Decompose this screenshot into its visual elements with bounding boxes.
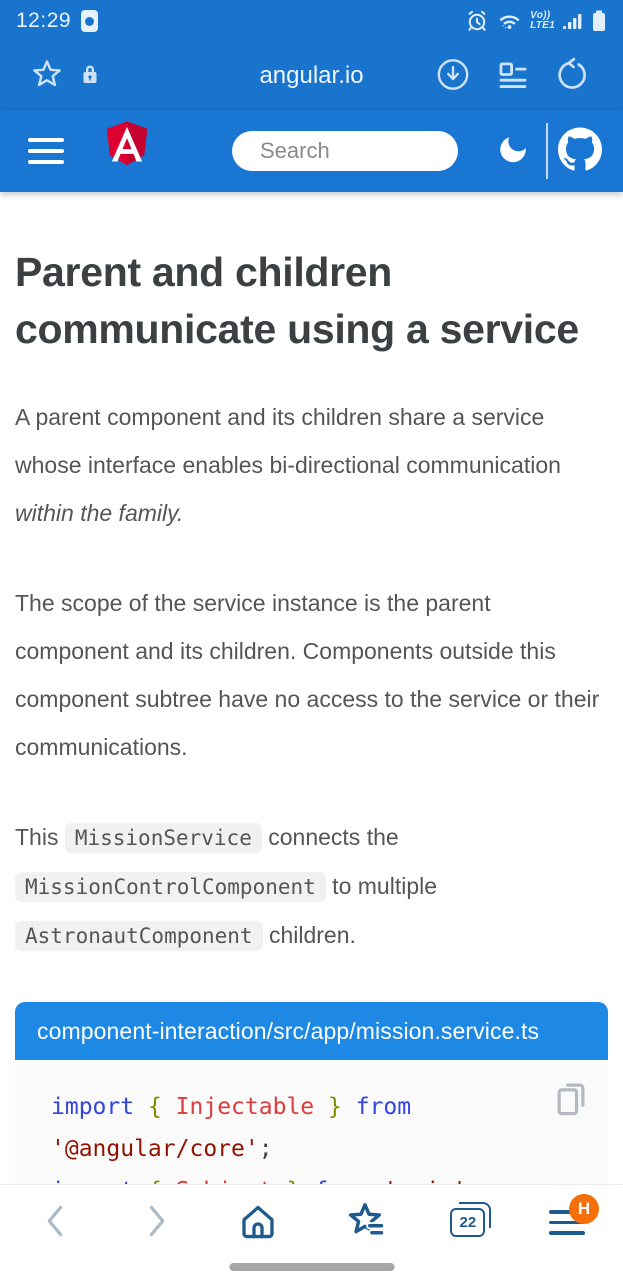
status-bar xyxy=(0,0,623,42)
nav-tabs-icon[interactable] xyxy=(450,1208,485,1237)
signal-strength-icon xyxy=(562,10,584,32)
wifi-icon xyxy=(496,9,523,33)
status-bar-right xyxy=(465,9,607,33)
nav-bookmarks-icon[interactable] xyxy=(343,1199,387,1246)
nav-home-icon[interactable] xyxy=(237,1200,279,1245)
reader-list-icon[interactable] xyxy=(496,58,530,95)
network-type-label: Vo)) LTE1 xyxy=(530,10,555,31)
download-icon[interactable] xyxy=(436,58,470,95)
status-bar-left xyxy=(16,9,98,33)
refresh-icon[interactable] xyxy=(556,58,590,95)
site-header xyxy=(0,110,623,192)
browser-toolbar xyxy=(0,42,623,110)
profile-badge: H xyxy=(569,1194,599,1224)
intro-paragraph: A parent component and its children share a service whose interface enables bi-directional communication within the family. xyxy=(15,404,561,527)
nav-forward-icon[interactable] xyxy=(138,1201,174,1244)
inline-code: AstronautComponent xyxy=(15,921,263,951)
browser-bottom-nav xyxy=(0,1184,623,1280)
battery-icon xyxy=(591,9,607,33)
github-icon[interactable] xyxy=(558,128,602,175)
hamburger-menu-icon[interactable] xyxy=(28,138,64,164)
nav-more-menu-icon[interactable] xyxy=(549,1199,591,1235)
clock-time: 12:29 xyxy=(16,9,72,32)
scope-paragraph: The scope of the service instance is the parent component and its children. Components outside this component subtree have no access to the service or their communications. xyxy=(15,590,600,761)
angular-logo[interactable] xyxy=(100,119,154,184)
page-title: Parent and children communicate using a service xyxy=(15,249,579,352)
code-example-filename: component-interaction/src/app/mission.service.ts xyxy=(15,1002,608,1060)
dark-mode-moon-icon[interactable] xyxy=(496,133,530,170)
copy-code-button[interactable] xyxy=(548,1072,594,1125)
mission-service-paragraph: This MissionService connects the MissionControlComponent to multiple AstronautComponent children. xyxy=(15,813,608,960)
search-input[interactable] xyxy=(232,131,458,171)
notification-icon xyxy=(81,10,98,32)
alarm-icon xyxy=(465,9,489,33)
inline-code: MissionControlComponent xyxy=(15,872,326,902)
url-bar[interactable]: angular.io xyxy=(259,62,364,89)
code-line: import { Injectable } from '@angular/core'; xyxy=(51,1094,412,1163)
inline-code: MissionService xyxy=(65,823,262,853)
page-content xyxy=(0,244,623,1280)
header-divider xyxy=(546,123,548,179)
nav-back-icon[interactable] xyxy=(38,1201,74,1244)
tab-count: 22 xyxy=(450,1208,485,1237)
gesture-handle[interactable] xyxy=(229,1263,394,1271)
